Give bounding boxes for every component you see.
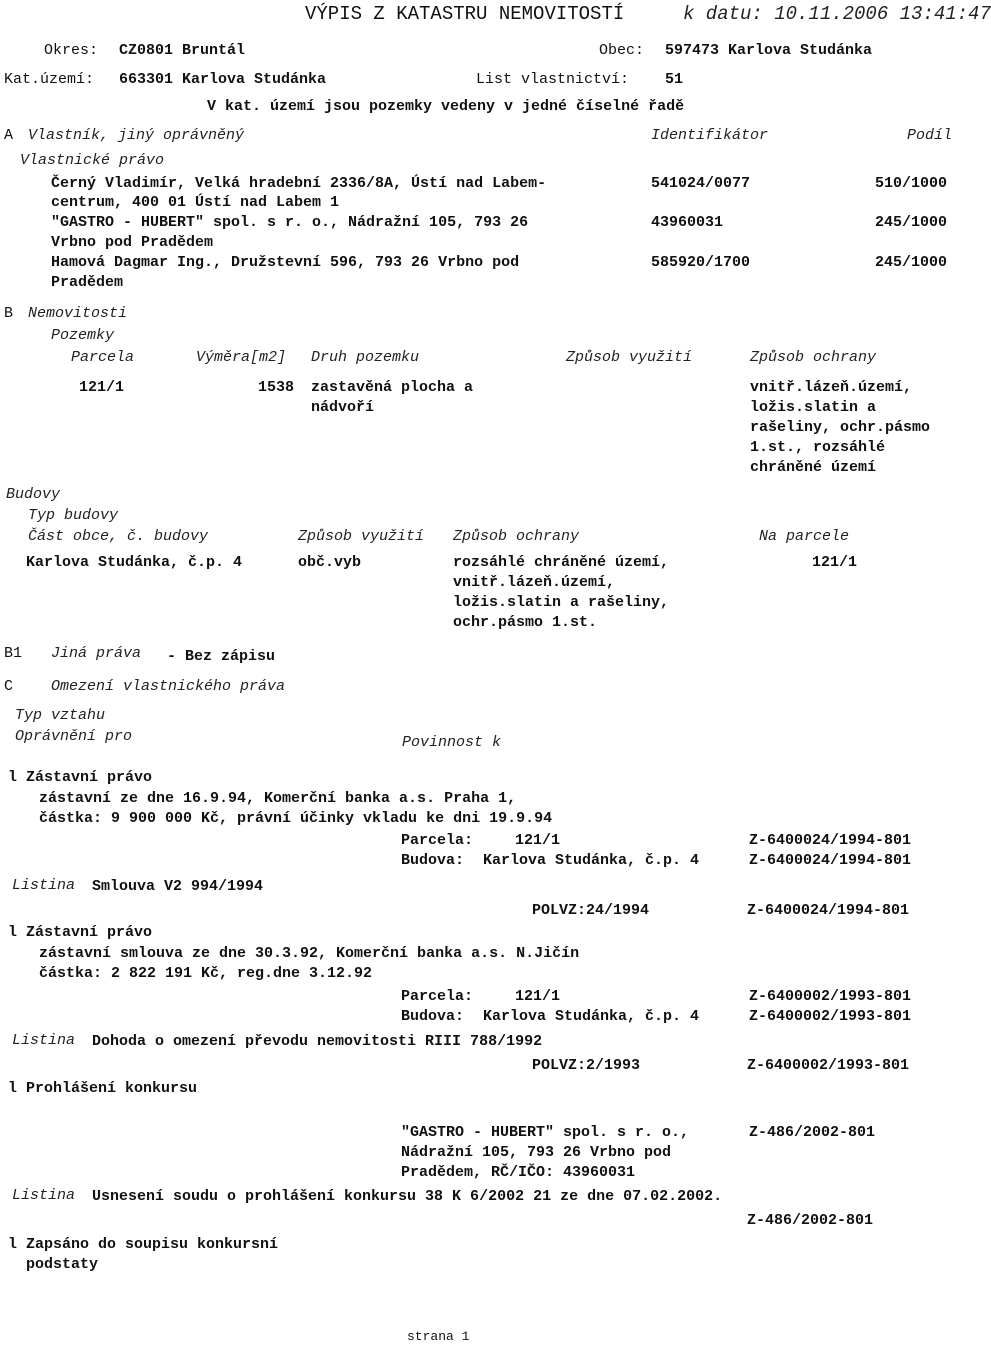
- typ-budovy-label: Typ budovy: [28, 507, 119, 524]
- owner-2-id: 43960031: [651, 214, 724, 231]
- col-vyuziti: Způsob využití: [566, 349, 693, 366]
- entry-3-party-2: Nádražní 105, 793 26 Vrbno pod: [401, 1144, 672, 1161]
- entry-1-desc-1: zástavní ze dne 16.9.94, Komerční banka a.s. Praha 1,: [39, 790, 517, 807]
- col-druh: Druh pozemku: [311, 349, 420, 366]
- entry-1-polvz-ref: Z-6400024/1994-801: [747, 902, 910, 919]
- entry-2-title: Zástavní právo: [26, 924, 153, 941]
- owner-3-share: 245/1000: [875, 254, 948, 271]
- entry-3-bullet: l: [8, 1080, 18, 1097]
- kat-uzemi-value: 663301 Karlova Studánka: [119, 71, 327, 88]
- section-b-letter: B: [4, 305, 14, 322]
- entry-1-parcela-value: 121/1: [515, 832, 561, 849]
- entry-4-bullet: l: [8, 1236, 18, 1253]
- section-b1-value: - Bez zápisu: [167, 648, 276, 665]
- entry-1-bullet: l: [8, 769, 18, 786]
- section-a-letter: A: [4, 127, 14, 144]
- building-na-parcele: 121/1: [812, 554, 858, 571]
- col-ochrana: Způsob ochrany: [750, 349, 877, 366]
- entry-1-title: Zástavní právo: [26, 769, 153, 786]
- col-budova-ochrana: Způsob ochrany: [453, 528, 580, 545]
- entry-1-parcela-ref: Z-6400024/1994-801: [749, 832, 912, 849]
- entry-1-budova-value: Karlova Studánka, č.p. 4: [483, 852, 700, 869]
- entry-2-listina: Dohoda o omezení převodu nemovitosti RIII 788/1992: [92, 1033, 543, 1050]
- okres-value: CZ0801 Bruntál: [119, 42, 246, 59]
- entry-3-listina-ref: Z-486/2002-801: [747, 1212, 874, 1229]
- page-number: strana 1: [407, 1329, 470, 1344]
- entry-2-desc-2: částka: 2 822 191 Kč, reg.dne 3.12.92: [39, 965, 373, 982]
- entry-1-polvz: POLVZ:24/1994: [532, 902, 650, 919]
- building-ochrana-line-3: ložis.slatin a rašeliny,: [453, 594, 670, 611]
- section-c-title: Omezení vlastnického práva: [51, 678, 286, 695]
- building-ochrana-line-1: rozsáhlé chráněné území,: [453, 554, 670, 571]
- building-ochrana-line-4: ochr.pásmo 1.st.: [453, 614, 598, 631]
- entry-2-budova-value: Karlova Studánka, č.p. 4: [483, 1008, 700, 1025]
- entry-1-budova-ref: Z-6400024/1994-801: [749, 852, 912, 869]
- numbering-note: V kat. území jsou pozemky vedeny v jedné číselné řadě: [207, 98, 685, 115]
- owner-1-share: 510/1000: [875, 175, 948, 192]
- parcel-druh-line-1: zastavěná plocha a: [311, 379, 474, 396]
- parcel-ochrana-line-1: vnitř.lázeň.území,: [750, 379, 913, 396]
- parcel-area: 1538: [258, 379, 295, 396]
- lv-label: List vlastnictví:: [476, 71, 630, 88]
- col-budova-vyuziti: Způsob využití: [298, 528, 425, 545]
- opravneni-pro-label: Oprávnění pro: [15, 728, 133, 745]
- entry-1-desc-2: částka: 9 900 000 Kč, právní účinky vkladu ke dni 19.9.94: [39, 810, 553, 827]
- obec-label: Obec:: [599, 42, 645, 59]
- owner-3-line-2: Pradědem: [51, 274, 124, 291]
- entry-2-desc-1: zástavní smlouva ze dne 30.3.92, Komerční banka a.s. N.Jičín: [39, 945, 580, 962]
- col-vymera: Výměra[m2]: [196, 349, 287, 366]
- entry-3-party-3: Pradědem, RČ/IČO: 43960031: [401, 1164, 636, 1181]
- povinnost-k-label: Povinnost k: [402, 734, 502, 751]
- col-parcela: Parcela: [71, 349, 135, 366]
- parcel-ochrana-line-3: rašeliny, ochr.pásmo: [750, 419, 931, 436]
- vlastnicke-pravo-label: Vlastnické právo: [20, 152, 165, 169]
- entry-3-party-ref: Z-486/2002-801: [749, 1124, 876, 1141]
- entry-2-budova-ref: Z-6400002/1993-801: [749, 1008, 912, 1025]
- extract-date: k datu: 10.11.2006 13:41:47: [683, 3, 991, 25]
- pozemky-label: Pozemky: [51, 327, 115, 344]
- building-cast-obce: Karlova Studánka, č.p. 4: [26, 554, 243, 571]
- budovy-label: Budovy: [6, 486, 61, 503]
- owner-1-line-2: centrum, 400 01 Ústí nad Labem 1: [51, 194, 340, 211]
- entry-1-listina: Smlouva V2 994/1994: [92, 878, 264, 895]
- entry-2-bullet: l: [8, 924, 18, 941]
- section-a-title: Vlastník, jiný oprávněný: [28, 127, 245, 144]
- entry-2-parcela-value: 121/1: [515, 988, 561, 1005]
- building-ochrana-line-2: vnitř.lázeň.území,: [453, 574, 616, 591]
- typ-vztahu-label: Typ vztahu: [15, 707, 106, 724]
- col-identifikator: Identifikátor: [651, 127, 769, 144]
- entry-2-polvz-ref: Z-6400002/1993-801: [747, 1057, 910, 1074]
- document-title: VÝPIS Z KATASTRU NEMOVITOSTÍ: [305, 3, 625, 25]
- owner-1-id: 541024/0077: [651, 175, 751, 192]
- entry-1-parcela-label: Parcela:: [401, 832, 474, 849]
- entry-2-parcela-label: Parcela:: [401, 988, 474, 1005]
- owner-2-share: 245/1000: [875, 214, 948, 231]
- okres-label: Okres:: [44, 42, 99, 59]
- owner-2-line-1: "GASTRO - HUBERT" spol. s r. o., Nádražní 105, 793 26: [51, 214, 529, 231]
- entry-3-title: Prohlášení konkursu: [26, 1080, 198, 1097]
- entry-2-listina-label: Listina: [12, 1032, 76, 1049]
- parcel-ochrana-line-2: ložis.slatin a: [750, 399, 877, 416]
- entry-4-title-1: Zapsáno do soupisu konkursní: [26, 1236, 279, 1253]
- entry-3-listina: Usnesení soudu o prohlášení konkursu 38 K 6/2002 21 ze dne 07.02.2002.: [92, 1188, 723, 1205]
- section-b1-letter: B1: [4, 645, 23, 662]
- col-cast-obce: Část obce, č. budovy: [28, 528, 209, 545]
- entry-2-budova-label: Budova:: [401, 1008, 465, 1025]
- section-b1-title: Jiná práva: [51, 645, 142, 662]
- parcel-number: 121/1: [79, 379, 125, 396]
- owner-2-line-2: Vrbno pod Pradědem: [51, 234, 214, 251]
- parcel-ochrana-line-4: 1.st., rozsáhlé: [750, 439, 886, 456]
- owner-1-line-1: Černý Vladimír, Velká hradební 2336/8A, Ústí nad Labem-: [51, 175, 547, 192]
- building-vyuziti: obč.vyb: [298, 554, 362, 571]
- entry-2-parcela-ref: Z-6400002/1993-801: [749, 988, 912, 1005]
- obec-value: 597473 Karlova Studánka: [665, 42, 873, 59]
- owner-3-id: 585920/1700: [651, 254, 751, 271]
- section-c-letter: C: [4, 678, 14, 695]
- parcel-ochrana-line-5: chráněné území: [750, 459, 877, 476]
- col-podil: Podíl: [907, 127, 953, 144]
- entry-3-party-1: "GASTRO - HUBERT" spol. s r. o.,: [401, 1124, 690, 1141]
- entry-1-budova-label: Budova:: [401, 852, 465, 869]
- owner-3-line-1: Hamová Dagmar Ing., Družstevní 596, 793 26 Vrbno pod: [51, 254, 520, 271]
- lv-value: 51: [665, 71, 684, 88]
- section-b-title: Nemovitosti: [28, 305, 128, 322]
- parcel-druh-line-2: nádvoří: [311, 399, 375, 416]
- entry-2-polvz: POLVZ:2/1993: [532, 1057, 641, 1074]
- entry-3-listina-label: Listina: [12, 1187, 76, 1204]
- entry-4-title-2: podstaty: [26, 1256, 99, 1273]
- kat-uzemi-label: Kat.území:: [4, 71, 95, 88]
- entry-1-listina-label: Listina: [12, 877, 76, 894]
- col-na-parcele: Na parcele: [759, 528, 850, 545]
